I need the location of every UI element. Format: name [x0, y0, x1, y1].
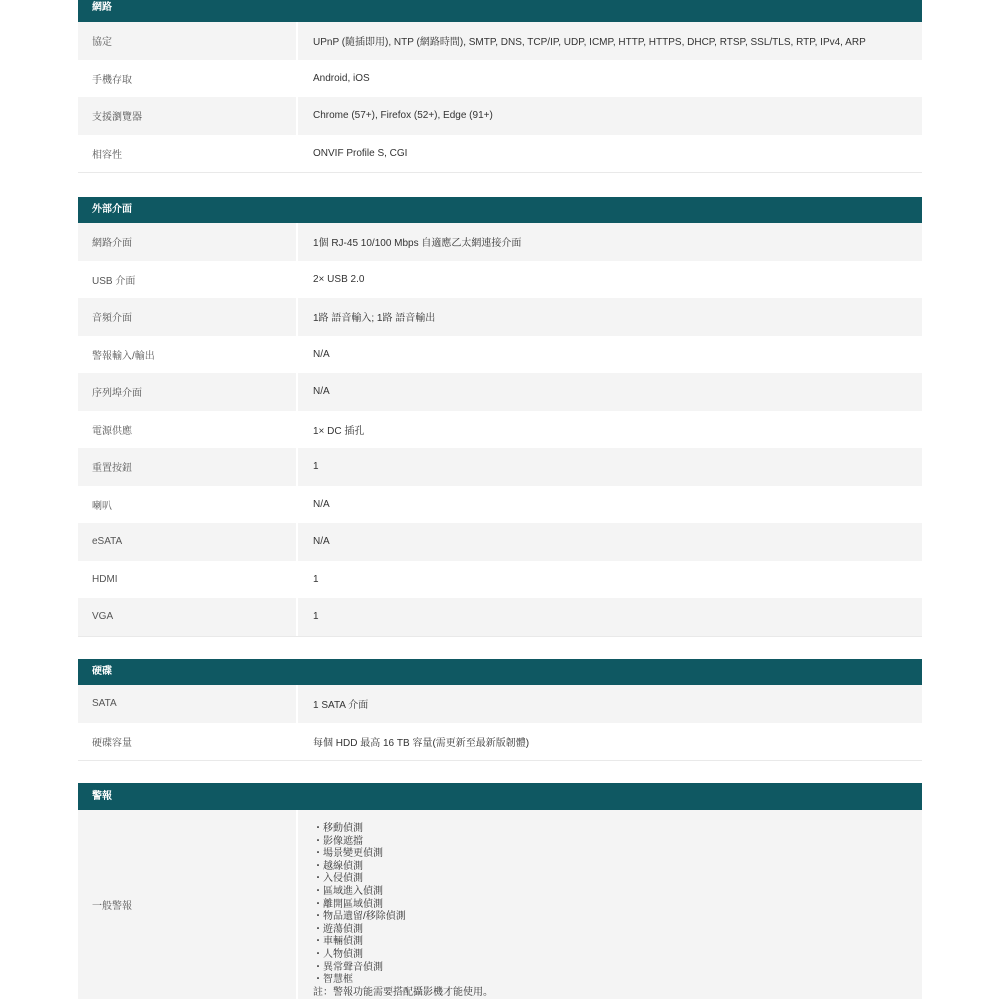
serial-port-label: 序列埠介面: [78, 373, 298, 411]
network-interface-label: 網路介面: [78, 223, 298, 261]
alarm-item-human: ・人物偵測: [313, 948, 363, 960]
spec-row-supported-browsers: [78, 97, 922, 135]
speaker-label: 喇叭: [78, 486, 298, 524]
alarm-item-region-entrance: ・區域進入偵測: [313, 885, 383, 897]
serial-port-value: N/A: [313, 386, 330, 398]
supported-browsers-value: Chrome (57+), Firefox (52+), Edge (91+): [313, 110, 493, 122]
mobile-access-value: Android, iOS: [313, 72, 370, 84]
spec-row-hdd-capacity: [78, 723, 922, 761]
section-body-external-interfaces: [78, 223, 922, 636]
section-title-network: 網路: [78, 0, 922, 22]
section-title-hard-disk: 硬碟: [78, 659, 922, 685]
sata-label: SATA: [78, 685, 298, 723]
spec-row-general-alarm: [78, 810, 922, 999]
mobile-access-label: 手機存取: [78, 60, 298, 98]
spec-row-esata: [78, 523, 922, 561]
alarm-item-line-crossing: ・越線偵測: [313, 860, 363, 872]
audio-interface-value: 1路 語音輸入; 1路 語音輸出: [313, 313, 436, 325]
compatibility-label: 相容性: [78, 135, 298, 173]
vga-value: 1: [313, 611, 319, 623]
hdd-capacity-label: 硬碟容量: [78, 723, 298, 761]
hdmi-value: 1: [313, 573, 319, 585]
alarm-item-vehicle: ・車輛偵測: [313, 936, 363, 948]
section-title-external-interfaces: 外部介面: [78, 197, 922, 223]
speaker-value: N/A: [313, 498, 330, 510]
alarm-item-intrusion: ・入侵偵測: [313, 873, 363, 885]
alarm-item-motion-detection: ・移動偵測: [313, 823, 363, 834]
alarm-item-scene-change: ・場景變更偵測: [313, 848, 383, 860]
spec-row-power-supply: [78, 411, 922, 449]
usb-interface-label: USB 介面: [78, 261, 298, 299]
hdmi-label: HDMI: [78, 561, 298, 599]
section-body-network: [78, 22, 922, 172]
spec-table: [78, 0, 922, 999]
protocol-value: UPnP (隨插即用), NTP (網路時間), SMTP, DNS, TCP/IP, UDP, ICMP, HTTP, HTTPS, DHCP, RTSP, SSL/TLS, RTP, IPv4, ARP: [313, 37, 866, 49]
audio-interface-label: 音頻介面: [78, 298, 298, 336]
network-interface-value: 1個 RJ-45 10/100 Mbps 自適應乙太網連接介面: [313, 238, 522, 250]
spec-row-compatibility: [78, 135, 922, 173]
vga-label: VGA: [78, 598, 298, 636]
section-alarm: [78, 783, 922, 999]
spec-row-serial-port: [78, 373, 922, 411]
reset-button-value: 1: [313, 461, 319, 473]
section-body-hard-disk: [78, 685, 922, 760]
spec-row-speaker: [78, 486, 922, 524]
esata-label: eSATA: [78, 523, 298, 561]
sata-value: 1 SATA 介面: [313, 700, 369, 712]
usb-interface-value: 2× USB 2.0: [313, 273, 365, 285]
alarm-item-object-left-removed: ・物品遺留/移除偵測: [313, 911, 406, 923]
protocol-label: 協定: [78, 22, 298, 60]
spec-row-vga: [78, 598, 922, 636]
power-supply-label: 電源供應: [78, 411, 298, 449]
supported-browsers-label: 支援瀏覽器: [78, 97, 298, 135]
section-body-alarm: [78, 810, 922, 999]
spec-row-reset-button: [78, 448, 922, 486]
alarm-io-label: 警報輸入/輸出: [78, 336, 298, 374]
spec-row-alarm-io: [78, 336, 922, 374]
general-alarm-label: 一般警報: [78, 810, 298, 999]
section-external-interfaces: [78, 197, 922, 637]
spec-row-usb-interface: [78, 261, 922, 299]
compatibility-value: ONVIF Profile S, CGI: [313, 147, 408, 159]
power-supply-value: 1× DC 插孔: [313, 425, 365, 437]
spec-row-hdmi: [78, 561, 922, 599]
hdd-capacity-value: 每個 HDD 最高 16 TB 容量(需更新至最新版韌體): [313, 737, 530, 749]
alarm-item-loitering: ・遊蕩偵測: [313, 923, 363, 935]
spec-row-sata: [78, 685, 922, 723]
general-alarm-list: [298, 810, 922, 999]
alarm-item-region-exit: ・離開區域偵測: [313, 898, 383, 910]
alarm-note: 註：警報功能需要搭配攝影機才能使用。: [313, 986, 493, 998]
spec-row-mobile-access: [78, 60, 922, 98]
alarm-item-video-tampering: ・影像遮擋: [313, 835, 363, 847]
section-title-alarm: 警報: [78, 783, 922, 810]
reset-button-label: 重置按鈕: [78, 448, 298, 486]
esata-value: N/A: [313, 536, 330, 548]
spec-row-network-interface: [78, 223, 922, 261]
alarm-item-audio-exception: ・異常聲音偵測: [313, 961, 383, 973]
section-hard-disk: [78, 659, 922, 761]
section-network: [78, 0, 922, 173]
alarm-item-smart-frame: ・智慧框: [313, 974, 353, 986]
alarm-io-value: N/A: [313, 348, 330, 360]
spec-row-protocol: [78, 22, 922, 60]
spec-row-audio-interface: [78, 298, 922, 336]
